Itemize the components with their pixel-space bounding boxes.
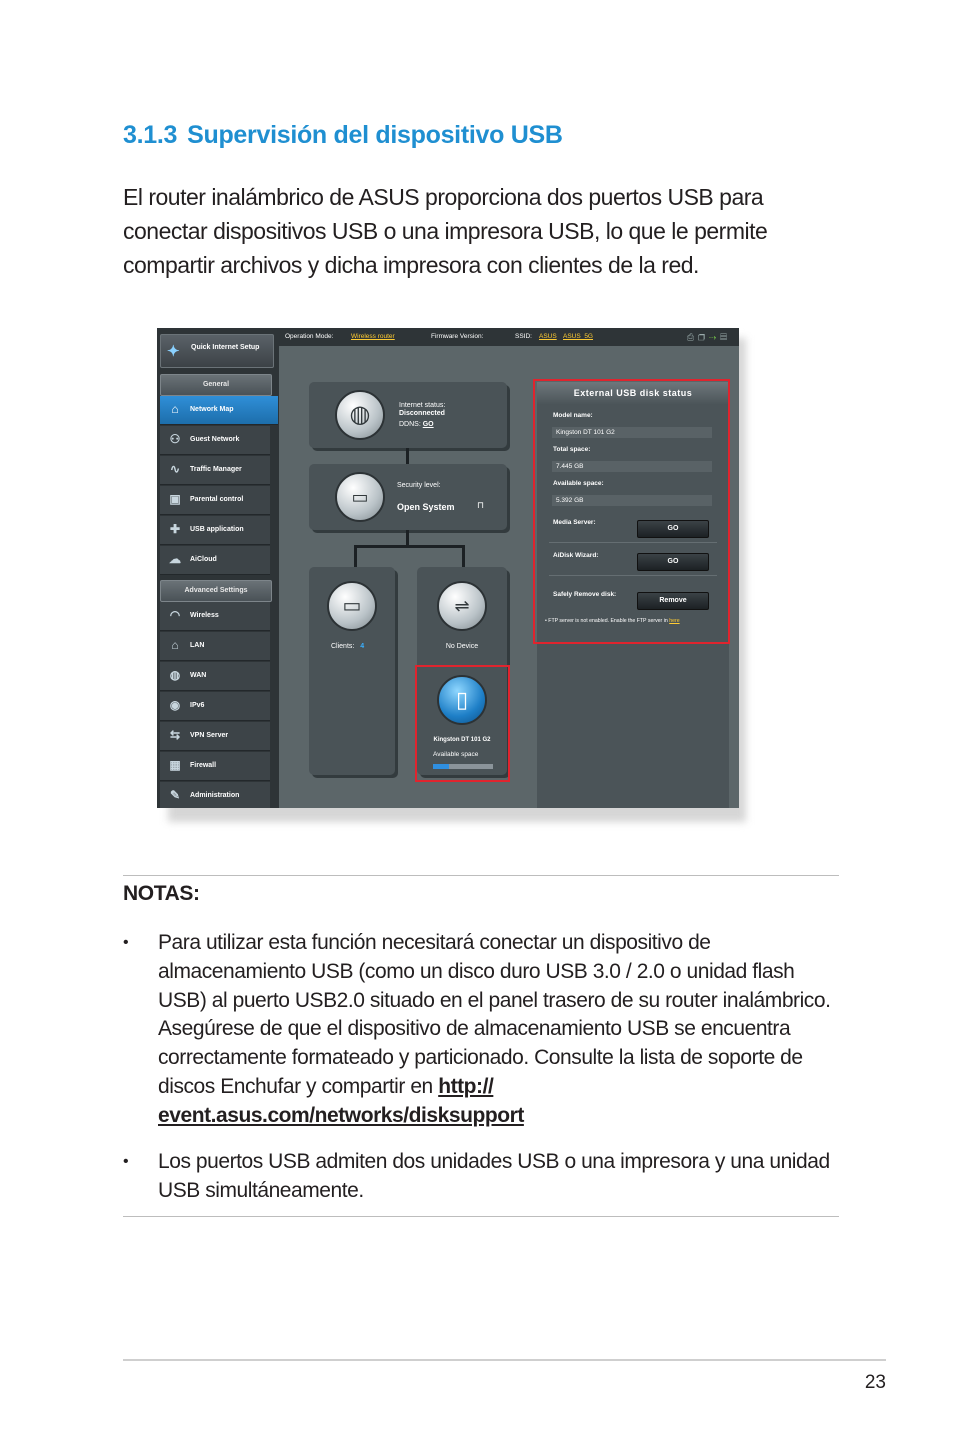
available-space-value: 5.392 GB	[552, 495, 712, 506]
aidisk-wizard-label: AiDisk Wizard:	[553, 552, 599, 559]
menu-label: VPN Server	[190, 732, 229, 739]
menu-item-aicloud[interactable]	[160, 546, 270, 575]
menu-label: Administration	[190, 792, 240, 799]
operation-mode-label: Operation Mode:	[285, 333, 334, 340]
copy-icon: ❐	[698, 332, 709, 342]
parental-icon: ▣	[169, 492, 181, 506]
no-device-label: No Device	[445, 643, 479, 650]
usb-status-title: External USB disk status	[537, 382, 729, 404]
lock-icon: ⊓	[477, 500, 485, 510]
model-name-value: Kingston DT 101 G2	[552, 427, 712, 438]
menu-item-wireless[interactable]	[160, 602, 270, 631]
menu-label: Network Map	[190, 406, 234, 413]
disksupport-link[interactable]: http:// event.asus.com/networks/disksupport	[158, 1074, 524, 1127]
quick-internet-setup-button[interactable]	[160, 334, 274, 368]
menu-item-lan[interactable]	[160, 632, 270, 661]
media-server-label: Media Server:	[553, 519, 596, 526]
menu-label: Parental control	[190, 496, 244, 503]
menu-label: USB application	[190, 526, 244, 533]
safely-remove-label: Safely Remove disk:	[553, 591, 617, 598]
security-card[interactable]	[309, 464, 507, 530]
operation-mode-link[interactable]: Wireless router	[351, 333, 395, 340]
internet-status-card[interactable]	[309, 382, 507, 448]
connector-line	[354, 545, 464, 548]
section-number: 3.1.3	[123, 121, 178, 149]
status-icons	[687, 328, 731, 346]
internet-status-text	[399, 402, 445, 429]
ftp-note-text: FTP server is not enabled. Enable the FTP server in	[548, 618, 668, 624]
clients-text	[331, 643, 364, 650]
note-1-text	[158, 929, 844, 1131]
ddns-go-link[interactable]: GO	[422, 421, 434, 428]
note-2-text: Los puertos USB admiten dos unidades USB o una impresora y una unidad USB simultáneamente.	[158, 1150, 830, 1202]
monitor-icon: ▭	[327, 581, 377, 631]
usb-device-name: Kingston DT 101 G2	[433, 737, 491, 743]
internet-status-label: Internet status:	[399, 402, 446, 409]
clients-label: Clients:	[331, 643, 355, 650]
menu-label: LAN	[190, 642, 205, 649]
side-menu	[157, 328, 279, 808]
router-icon: ▭	[335, 472, 385, 522]
usb-icon: ⇌	[437, 581, 487, 631]
menu-label: WAN	[190, 672, 207, 679]
section-title: Supervisión del dispositivo USB	[187, 121, 563, 149]
advanced-header: Advanced Settings	[160, 580, 272, 602]
security-value: Open System	[397, 502, 455, 512]
footer-rule	[123, 1359, 886, 1361]
remove-disk-button[interactable]: Remove	[637, 592, 709, 610]
clients-card[interactable]	[309, 567, 395, 775]
notes-bottom-rule	[123, 1216, 839, 1217]
page-number: 23	[864, 1372, 886, 1393]
menu-item-administration[interactable]	[160, 782, 270, 808]
ssid-2-link[interactable]: ASUS_5G	[563, 333, 593, 340]
bullet: •	[123, 934, 129, 951]
admin-icon: ✎	[169, 788, 181, 802]
firmware-label: Firmware Version:	[431, 333, 484, 340]
menu-label: Wireless	[190, 612, 219, 619]
media-server-go-button[interactable]: GO	[637, 520, 709, 538]
clients-count-link[interactable]: 4	[360, 643, 365, 650]
ftp-here-link[interactable]: here	[669, 618, 680, 624]
section-heading	[123, 121, 843, 150]
ssid-1-link[interactable]: ASUS	[539, 333, 557, 340]
usb-drive-icon: ▯	[437, 675, 487, 725]
menu-item-traffic-manager[interactable]	[160, 456, 270, 485]
intro-paragraph: El router inalámbrico de ASUS proporciona dos puertos USB para conectar dispositivos USB o una impresora USB, lo que le permite compartir archivos y dicha impresora con clientes de la red.	[123, 184, 768, 278]
wifi-icon: ◠	[169, 608, 181, 622]
menu-item-guest-network[interactable]	[160, 426, 270, 455]
general-header: General	[160, 374, 272, 396]
menu-item-vpn-server[interactable]	[160, 722, 270, 751]
usb-device-highlight	[415, 665, 510, 782]
notes-top-rule	[123, 875, 839, 876]
menu-item-parental-control[interactable]	[160, 486, 270, 515]
menu-item-network-map[interactable]	[160, 396, 278, 425]
magic-wand-icon: ✦	[167, 343, 180, 360]
globe-icon: ◍	[335, 390, 385, 440]
home-icon: ⌂	[171, 638, 179, 652]
aidisk-go-button[interactable]: GO	[637, 553, 709, 571]
connector-line	[354, 545, 357, 567]
notes-title: NOTAS:	[123, 882, 200, 905]
printer-icon: ⎙	[686, 332, 699, 342]
usb-status-highlight	[533, 379, 730, 644]
menu-label: Guest Network	[190, 436, 240, 443]
note-1-body: Para utilizar esta función necesitará conectar un dispositivo de almacenamiento USB (como un disco duro USB 3.0 / 2.0 o unidad flash USB) al puerto USB2.0 situado en el panel trasero de su router inalámbrico. Asegúrese de que el dispositivo de almacenamiento USB se encuentra correctamente formateado y particionado. Consulte la lista de soporte de discos Enchufar y compartir en	[158, 931, 831, 1098]
ssid-label: SSID:	[515, 333, 532, 340]
menu-item-wan[interactable]	[160, 662, 270, 691]
security-label: Security level:	[397, 482, 441, 489]
quick-setup-label: Quick Internet Setup	[191, 344, 260, 351]
bullet: •	[123, 1153, 129, 1170]
menu-label: IPv6	[190, 702, 205, 709]
ipv6-icon: ◉	[169, 698, 181, 712]
menu-label: Traffic Manager	[190, 466, 242, 473]
connector-line	[406, 530, 409, 546]
router-screenshot	[157, 328, 739, 808]
available-space-label: Available space	[433, 751, 479, 758]
menu-label: Firewall	[190, 762, 217, 769]
bullet-dot: •	[545, 618, 547, 624]
menu-label: AiCloud	[190, 556, 217, 563]
vpn-icon: ⇆	[169, 728, 181, 742]
power-icon: ▤	[720, 332, 731, 342]
guest-network-icon: ⚇	[169, 432, 181, 446]
available-space-field-label: Available space:	[553, 480, 604, 487]
firewall-icon: ▦	[169, 758, 181, 772]
traffic-icon: ∿	[169, 462, 181, 476]
menu-item-ipv6[interactable]	[160, 692, 270, 721]
network-map-icon: ⌂	[171, 402, 179, 416]
internet-status-value: Disconnected	[399, 410, 445, 417]
connector-line	[462, 545, 465, 567]
globe-icon: ◍	[169, 668, 181, 682]
cloud-icon: ☁	[169, 552, 181, 566]
total-space-label: Total space:	[553, 446, 591, 453]
ddns-label: DDNS:	[399, 421, 421, 428]
menu-item-firewall[interactable]	[160, 752, 270, 781]
connector-line	[406, 448, 409, 464]
model-name-label: Model name:	[553, 412, 593, 419]
status-bar	[279, 328, 739, 346]
menu-item-usb-application[interactable]	[160, 516, 270, 545]
total-space-value: 7.445 GB	[552, 461, 712, 472]
puzzle-icon: ✚	[169, 522, 181, 536]
usb-status-icon: ⇢	[708, 332, 721, 342]
